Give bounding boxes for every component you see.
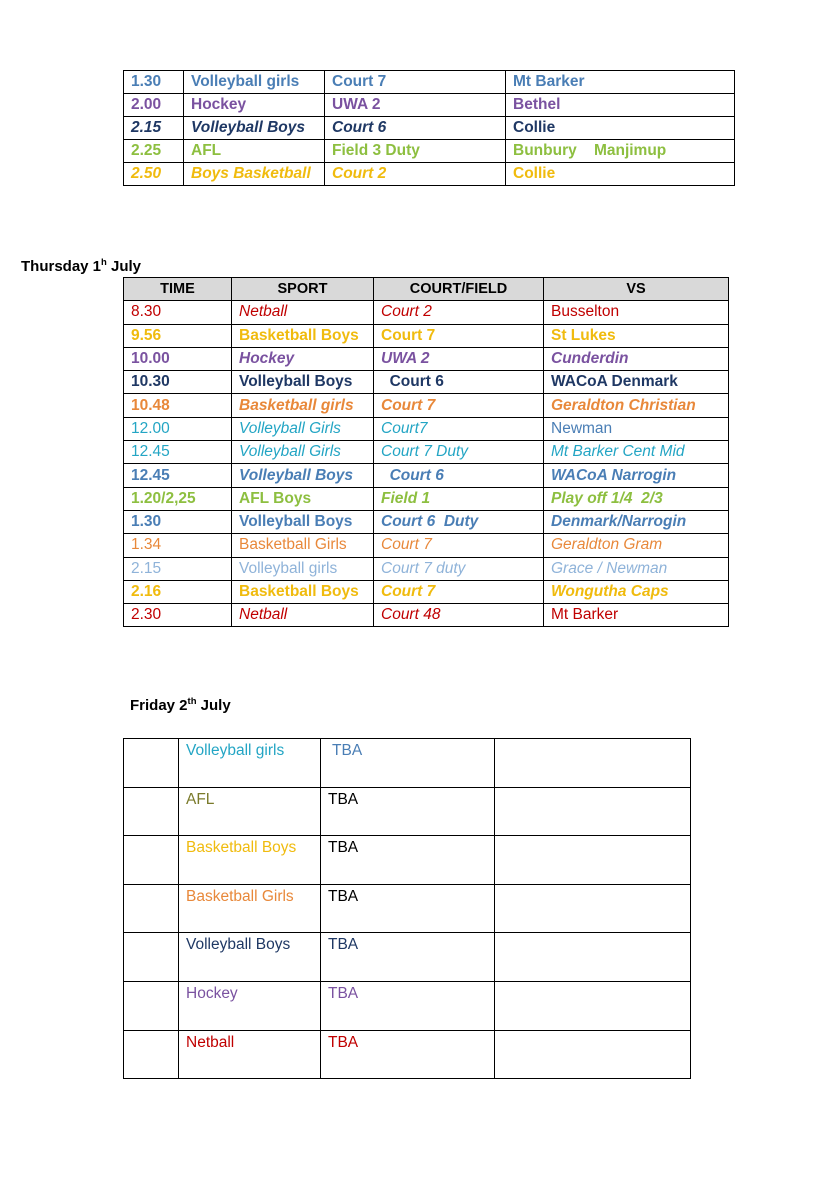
- time-cell: 2.50: [124, 163, 184, 186]
- time-cell: 9.56: [124, 324, 232, 347]
- vs-cell: Mt Barker: [506, 71, 735, 94]
- friday-heading: [130, 696, 231, 714]
- vs-cell: Wongutha Caps: [544, 580, 729, 603]
- table-row: [124, 933, 691, 982]
- empty-cell: [124, 933, 179, 982]
- table-row: [124, 884, 691, 933]
- court-cell: Court 6: [374, 371, 544, 394]
- empty-cell: [495, 836, 691, 885]
- sport-cell: Basketball Boys: [179, 836, 321, 885]
- table-row: [124, 487, 729, 510]
- sport-cell: AFL: [184, 140, 325, 163]
- court-cell: Court 7 duty: [374, 557, 544, 580]
- table-row: [124, 464, 729, 487]
- court-cell: Court 2: [374, 301, 544, 324]
- vs-cell: St Lukes: [544, 324, 729, 347]
- sport-cell: Volleyball Boys: [184, 117, 325, 140]
- empty-cell: [495, 933, 691, 982]
- heading-suffix: July: [196, 697, 231, 714]
- vs-cell: Mt Barker: [544, 604, 729, 627]
- heading-text: Friday 2: [130, 697, 188, 714]
- table-row: [124, 71, 735, 94]
- thursday-heading: [21, 257, 141, 275]
- court-cell: Court 7: [374, 580, 544, 603]
- time-cell: 1.20/2,25: [124, 487, 232, 510]
- time-cell: 2.15: [124, 557, 232, 580]
- sport-cell: AFL: [179, 787, 321, 836]
- table-row: [124, 417, 729, 440]
- court-cell: Court 7: [374, 394, 544, 417]
- top-schedule-table: [123, 70, 735, 186]
- time-cell: 12.45: [124, 464, 232, 487]
- table-row: [124, 117, 735, 140]
- sport-cell: Netball: [232, 604, 374, 627]
- vs-cell: Busselton: [544, 301, 729, 324]
- sport-cell: Volleyball Boys: [232, 464, 374, 487]
- vs-cell: Mt Barker Cent Mid: [544, 441, 729, 464]
- court-cell: Court7: [374, 417, 544, 440]
- vs-cell: Collie: [506, 117, 735, 140]
- vs-cell: WACoA Narrogin: [544, 464, 729, 487]
- sport-cell: Basketball Girls: [232, 534, 374, 557]
- status-cell: TBA: [321, 787, 495, 836]
- court-cell: Field 1: [374, 487, 544, 510]
- sport-cell: Volleyball Boys: [232, 371, 374, 394]
- sport-cell: Volleyball Girls: [232, 417, 374, 440]
- court-cell: UWA 2: [374, 347, 544, 370]
- empty-cell: [124, 787, 179, 836]
- vs-cell: Geraldton Gram: [544, 534, 729, 557]
- time-cell: 10.00: [124, 347, 232, 370]
- status-cell: TBA: [321, 981, 495, 1030]
- time-cell: 8.30: [124, 301, 232, 324]
- vs-cell: WACoA Denmark: [544, 371, 729, 394]
- table-row: [124, 739, 691, 788]
- empty-cell: [495, 884, 691, 933]
- sport-cell: Netball: [232, 301, 374, 324]
- heading-text: Thursday 1: [21, 258, 102, 275]
- header-vs: VS: [544, 278, 729, 301]
- time-cell: 2.16: [124, 580, 232, 603]
- sport-cell: Volleyball girls: [232, 557, 374, 580]
- vs-cell: Bunbury Manjimup: [506, 140, 735, 163]
- court-cell: Court 6: [374, 464, 544, 487]
- sport-cell: Hockey: [184, 94, 325, 117]
- empty-cell: [495, 787, 691, 836]
- empty-cell: [495, 1030, 691, 1079]
- time-cell: 12.00: [124, 417, 232, 440]
- empty-cell: [124, 884, 179, 933]
- empty-cell: [124, 836, 179, 885]
- status-cell: TBA: [321, 836, 495, 885]
- sport-cell: Boys Basketball: [184, 163, 325, 186]
- vs-cell: Cunderdin: [544, 347, 729, 370]
- sport-cell: Basketball Boys: [232, 324, 374, 347]
- status-cell: TBA: [321, 1030, 495, 1079]
- court-cell: Court 7: [374, 534, 544, 557]
- heading-sup: h: [101, 257, 107, 268]
- table-row: [124, 534, 729, 557]
- empty-cell: [124, 1030, 179, 1079]
- status-cell: TBA: [321, 933, 495, 982]
- thursday-schedule-table: [123, 277, 729, 627]
- vs-cell: Newman: [544, 417, 729, 440]
- header-court: COURT/FIELD: [374, 278, 544, 301]
- sport-cell: Netball: [179, 1030, 321, 1079]
- sport-cell: Basketball Girls: [179, 884, 321, 933]
- time-cell: 12.45: [124, 441, 232, 464]
- table-header-row: [124, 278, 729, 301]
- table-row: [124, 787, 691, 836]
- vs-cell: Collie: [506, 163, 735, 186]
- time-cell: 10.30: [124, 371, 232, 394]
- time-cell: 1.34: [124, 534, 232, 557]
- vs-cell: Denmark/Narrogin: [544, 510, 729, 533]
- header-time: TIME: [124, 278, 232, 301]
- table-row: [124, 557, 729, 580]
- heading-suffix: July: [106, 258, 142, 275]
- table-row: [124, 140, 735, 163]
- header-sport: SPORT: [232, 278, 374, 301]
- table-row: [124, 510, 729, 533]
- sport-cell: AFL Boys: [232, 487, 374, 510]
- table-row: [124, 301, 729, 324]
- sport-cell: Volleyball girls: [179, 739, 321, 788]
- table-row: [124, 441, 729, 464]
- time-cell: 2.30: [124, 604, 232, 627]
- vs-cell: Play off 1/4 2/3: [544, 487, 729, 510]
- vs-cell: Geraldton Christian: [544, 394, 729, 417]
- sport-cell: Basketball girls: [232, 394, 374, 417]
- court-cell: Court 2: [325, 163, 506, 186]
- court-cell: UWA 2: [325, 94, 506, 117]
- empty-cell: [495, 981, 691, 1030]
- sport-cell: Hockey: [179, 981, 321, 1030]
- table-row: [124, 981, 691, 1030]
- time-cell: 2.15: [124, 117, 184, 140]
- sport-cell: Volleyball Boys: [232, 510, 374, 533]
- time-cell: 2.00: [124, 94, 184, 117]
- sport-cell: Hockey: [232, 347, 374, 370]
- empty-cell: [124, 981, 179, 1030]
- heading-sup: th: [187, 696, 197, 707]
- court-cell: Court 7 Duty: [374, 441, 544, 464]
- sport-cell: Volleyball girls: [184, 71, 325, 94]
- court-cell: Court 7: [374, 324, 544, 347]
- vs-cell: Grace / Newman: [544, 557, 729, 580]
- court-cell: Court 6: [325, 117, 506, 140]
- table-row: [124, 347, 729, 370]
- table-row: [124, 371, 729, 394]
- time-cell: 1.30: [124, 510, 232, 533]
- status-cell: TBA: [321, 739, 495, 788]
- sport-cell: Volleyball Girls: [232, 441, 374, 464]
- table-row: [124, 836, 691, 885]
- court-cell: Court 7: [325, 71, 506, 94]
- table-row: [124, 94, 735, 117]
- table-row: [124, 394, 729, 417]
- table-row: [124, 580, 729, 603]
- status-cell: TBA: [321, 884, 495, 933]
- time-cell: 1.30: [124, 71, 184, 94]
- sport-cell: Volleyball Boys: [179, 933, 321, 982]
- table-row: [124, 604, 729, 627]
- table-row: [124, 1030, 691, 1079]
- table-row: [124, 324, 729, 347]
- empty-cell: [495, 739, 691, 788]
- sport-cell: Basketball Boys: [232, 580, 374, 603]
- court-cell: Court 48: [374, 604, 544, 627]
- time-cell: 10.48: [124, 394, 232, 417]
- table-row: [124, 163, 735, 186]
- empty-cell: [124, 739, 179, 788]
- court-cell: Field 3 Duty: [325, 140, 506, 163]
- vs-cell: Bethel: [506, 94, 735, 117]
- friday-schedule-table: [123, 738, 691, 1079]
- time-cell: 2.25: [124, 140, 184, 163]
- court-cell: Court 6 Duty: [374, 510, 544, 533]
